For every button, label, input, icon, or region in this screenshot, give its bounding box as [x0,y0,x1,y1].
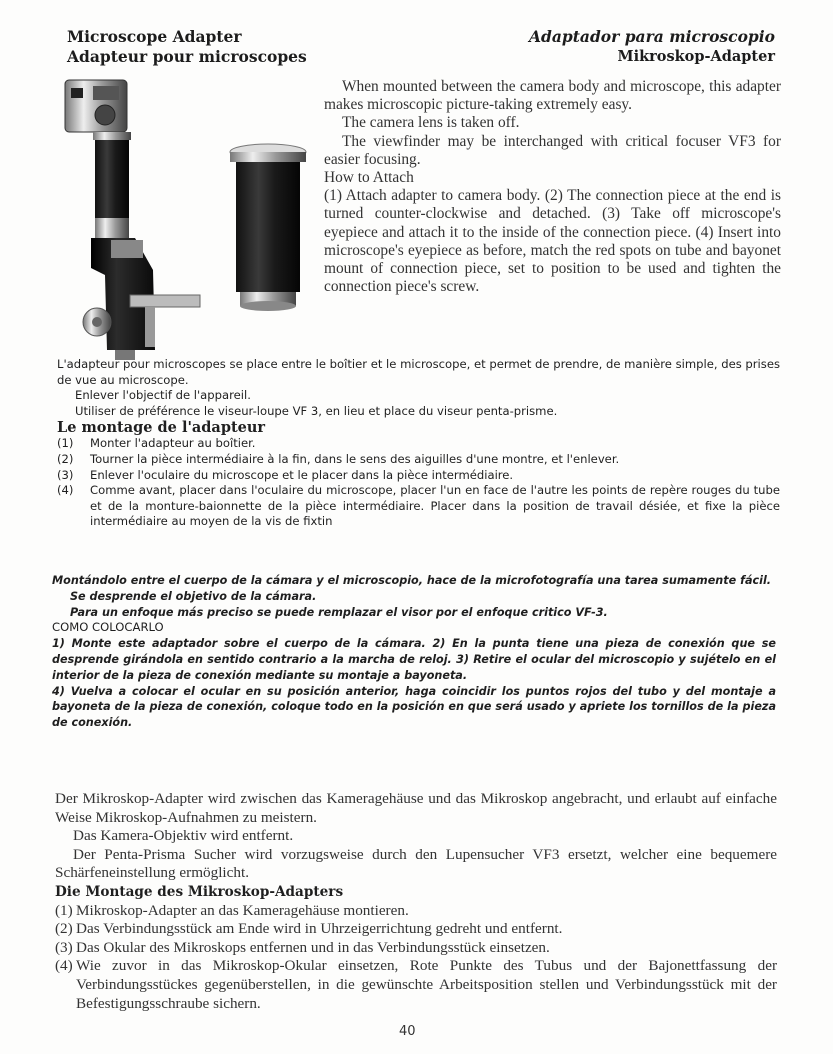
german-step [55,902,777,921]
step-text: Monter l'adapteur au boîtier. [90,436,256,451]
english-viewfinder-note: The viewfinder may be interchanged with critical focuser VF3 for easier focusing. [324,132,781,168]
french-viewfinder-note: Utiliser de préférence le viseur-loupe VF 3, en lieu et place du viseur penta-prisme. [75,403,558,418]
german-section [55,790,777,1013]
german-heading: Die Montage des Mikroskop-Adapters [55,883,344,900]
english-lens-note: The camera lens is taken off. [342,114,520,132]
step-text: Enlever l'oculaire du microscope et le placer dans la pièce intermédiaire. [90,467,514,482]
spanish-step-4: 4) Vuelva a colocar el ocular en su posición anterior, haga coincidir los puntos rojos del tubo y del montaje a bayoneta de la pieza de conexión, coloque todo en la posición en que será usado y apriete los tornillos de la pieza de conexión. [52,684,776,730]
german-viewfinder-note: Der Penta-Prisma Sucher wird vorzugsweise durch den Lupensucher VF3 ersetzt, welcher eine bequemere Schärfeneinstellung ermöglicht. [55,845,777,882]
spanish-section [52,573,776,731]
header-right-subtitle: Mikroskop-Adapter [617,48,775,65]
french-intro: L'adapteur pour microscopes se place entre le boîtier et le microscope, et permet de prendre, de manière simple, des prises de vue au microscope. [57,357,780,387]
header-left-title: Microscope Adapter [67,27,242,46]
step-number: (1) [55,901,73,919]
english-intro: When mounted between the camera body and microscope, this adapter makes microscopic picture-taking extremely easy. [324,78,781,114]
step-number: (3) [55,938,73,956]
german-step [55,939,777,958]
english-heading: How to Attach [324,169,414,187]
german-lens-note: Das Kamera-Objektiv wird entfernt. [73,827,294,845]
step-number: (1) [57,436,74,451]
step-text: Tourner la pièce intermédiaire à la fin, dans le sens des aiguilles d'une montre, et l'enlever. [90,451,620,466]
header-left-subtitle: Adapteur pour microscopes [67,47,307,66]
english-section [324,78,781,296]
step-number: (4) [57,483,74,498]
spanish-viewfinder-note: Para un enfoque más preciso se puede remplazar el visor por el enfoque critico VF-3. [70,605,608,619]
spanish-steps-1-3: 1) Monte este adaptador sobre el cuerpo de la cámara. 2) En la punta tiene una pieza de conexión que se desprende girándola en sentido contrario a la marcha de reloj. 3) Retire el ocular del microscopio y sujételo en el interior de la pieza de conexión mediante su montaje a bayoneta. [52,637,776,682]
spanish-intro: Montándolo entre el cuerpo de la cámara y el microscopio, hace de la microfotografía una tarea sumamente fácil. [52,574,772,587]
header-right-title: Adaptador para microscopio [529,27,775,46]
page-number: 40 [399,1024,416,1039]
step-text: Das Verbindungsstück am Ende wird in Uhrzeigerrichtung gedreht und entfernt. [76,920,563,938]
spanish-lens-note: Se desprende el objetivo de la cámara. [70,589,317,603]
step-number: (3) [57,467,74,482]
german-intro: Der Mikroskop-Adapter wird zwischen das Kameragehäuse und das Mikroskop angebracht, und erlaubt auf einfache Weise Mikroskop-Aufnahmen zu meistern. [55,790,777,826]
step-number: (2) [57,451,74,466]
step-text: Mikroskop-Adapter an das Kameragehäuse montieren. [76,901,409,919]
french-step [57,483,780,530]
microscope-photo [55,70,320,360]
french-section [57,357,780,530]
step-number: (4) [55,957,73,975]
french-heading: Le montage de l'adapteur [57,419,266,437]
step-text: Comme avant, placer dans l'oculaire du microscope, placer l'un en face de l'autre les points de repère rouges du tube et de la monture-baionnette de la pièce intermédiaire. Placer dans la position de travail désiée, et fixe la pièce intermédiaire au moyen de la vis de fixtin [90,483,780,529]
german-step [55,957,777,1013]
french-lens-note: Enlever l'objectif de l'appareil. [75,388,251,403]
german-step [55,920,777,939]
english-steps: (1) Attach adapter to camera body. (2) The connection piece at the end is turned counter-clockwise and detached. (3) Take off microscope's eyepiece and attach it to the inside of the connection piece. (4) Insert into microscope's eyepiece as before, match the red spots on tube and bayonet mount of connection piece, set to position to be used and tighten the connection piece's screw. [324,187,781,296]
step-text: Wie zuvor in das Mikroskop-Okular einsetzen, Rote Punkte des Tubus und der Bajonettfassung der Verbindungsstückes gegenüberstellen, in die gewünschte Arbeitsposition stellen und Verbindungsstück mit der Befestigungsschraube sichern. [76,957,777,1012]
french-step [57,452,780,468]
french-step [57,468,780,484]
step-number: (2) [55,920,73,938]
spanish-heading: COMO COLOCARLO [52,620,164,635]
french-step [57,436,780,452]
step-text: Das Okular des Mikroskops entfernen und in das Verbindungsstück einsetzen. [76,938,550,956]
